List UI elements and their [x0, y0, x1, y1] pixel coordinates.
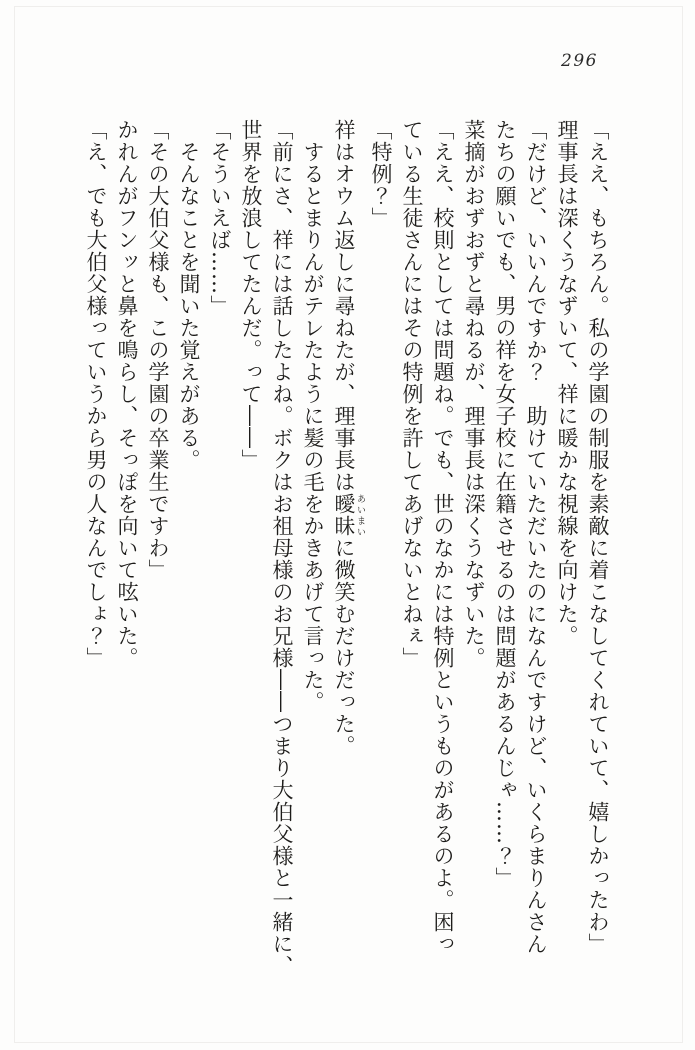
text-line-7: ている生徒さんにはその特例を許してあげないとねぇ」: [400, 119, 424, 669]
text-line-11: 「前にさ、祥には話したよね。ボクはお祖母様のお兄様――つまり大伯父様と一緒に、: [270, 119, 294, 977]
text-line-16: かれんがフンッと鼻を鳴らし、そっぽを向いて呟いた。: [115, 119, 139, 669]
text-line-6: 「ええ、校則としては問題ね。でも、世のなかには特例というものがあるのよ。困っ: [431, 119, 455, 955]
text-line-9-pre: 祥はオウム返しに尋ねたが、理事長は: [332, 119, 356, 493]
text-line-14: そんなことを聞いた覚えがある。: [177, 141, 201, 471]
text-line-15: 「その大伯父様も、この学園の卒業生ですわ」: [146, 119, 170, 581]
text-line-9-post: に微笑むだけだった。: [332, 537, 356, 757]
text-line-5: 菜摘がおずおずと尋ねるが、理事長は深くうなずいた。: [462, 119, 486, 669]
ruby-text: あいまい: [355, 493, 365, 537]
page-number: 296: [561, 51, 598, 71]
text-line-12: 世界を放浪してたんだ。って――」: [239, 119, 263, 471]
ruby-aimai: [332, 493, 365, 537]
text-line-4: たちの願いでも、男の祥を女子校に在籍させるのは問題があるんじゃ……？」: [493, 119, 517, 889]
text-line-8: 「特例？」: [369, 119, 393, 229]
text-line-1: 「ええ、もちろん。私の学園の制服を素敵に着こなしてくれていて、嬉しかったわ」: [586, 119, 610, 955]
text-line-9: [328, 119, 365, 959]
text-line-13: 「そういえば……」: [208, 119, 232, 317]
text-line-17: 「え、でも大伯父様っていうから男の人なんでしょ？」: [84, 119, 108, 669]
text-line-2: 理事長は深くうなずいて、祥に暖かな視線を向けた。: [555, 119, 579, 647]
text-line-3: 「だけど、いいんですか？ 助けていただいたのになんですけど、いくらまりんさん: [524, 119, 548, 955]
ruby-base: 曖昧: [332, 493, 356, 537]
text-line-10: するとまりんがテレたように髪の毛をかきあげて言った。: [301, 141, 325, 713]
text-block: [80, 119, 613, 977]
